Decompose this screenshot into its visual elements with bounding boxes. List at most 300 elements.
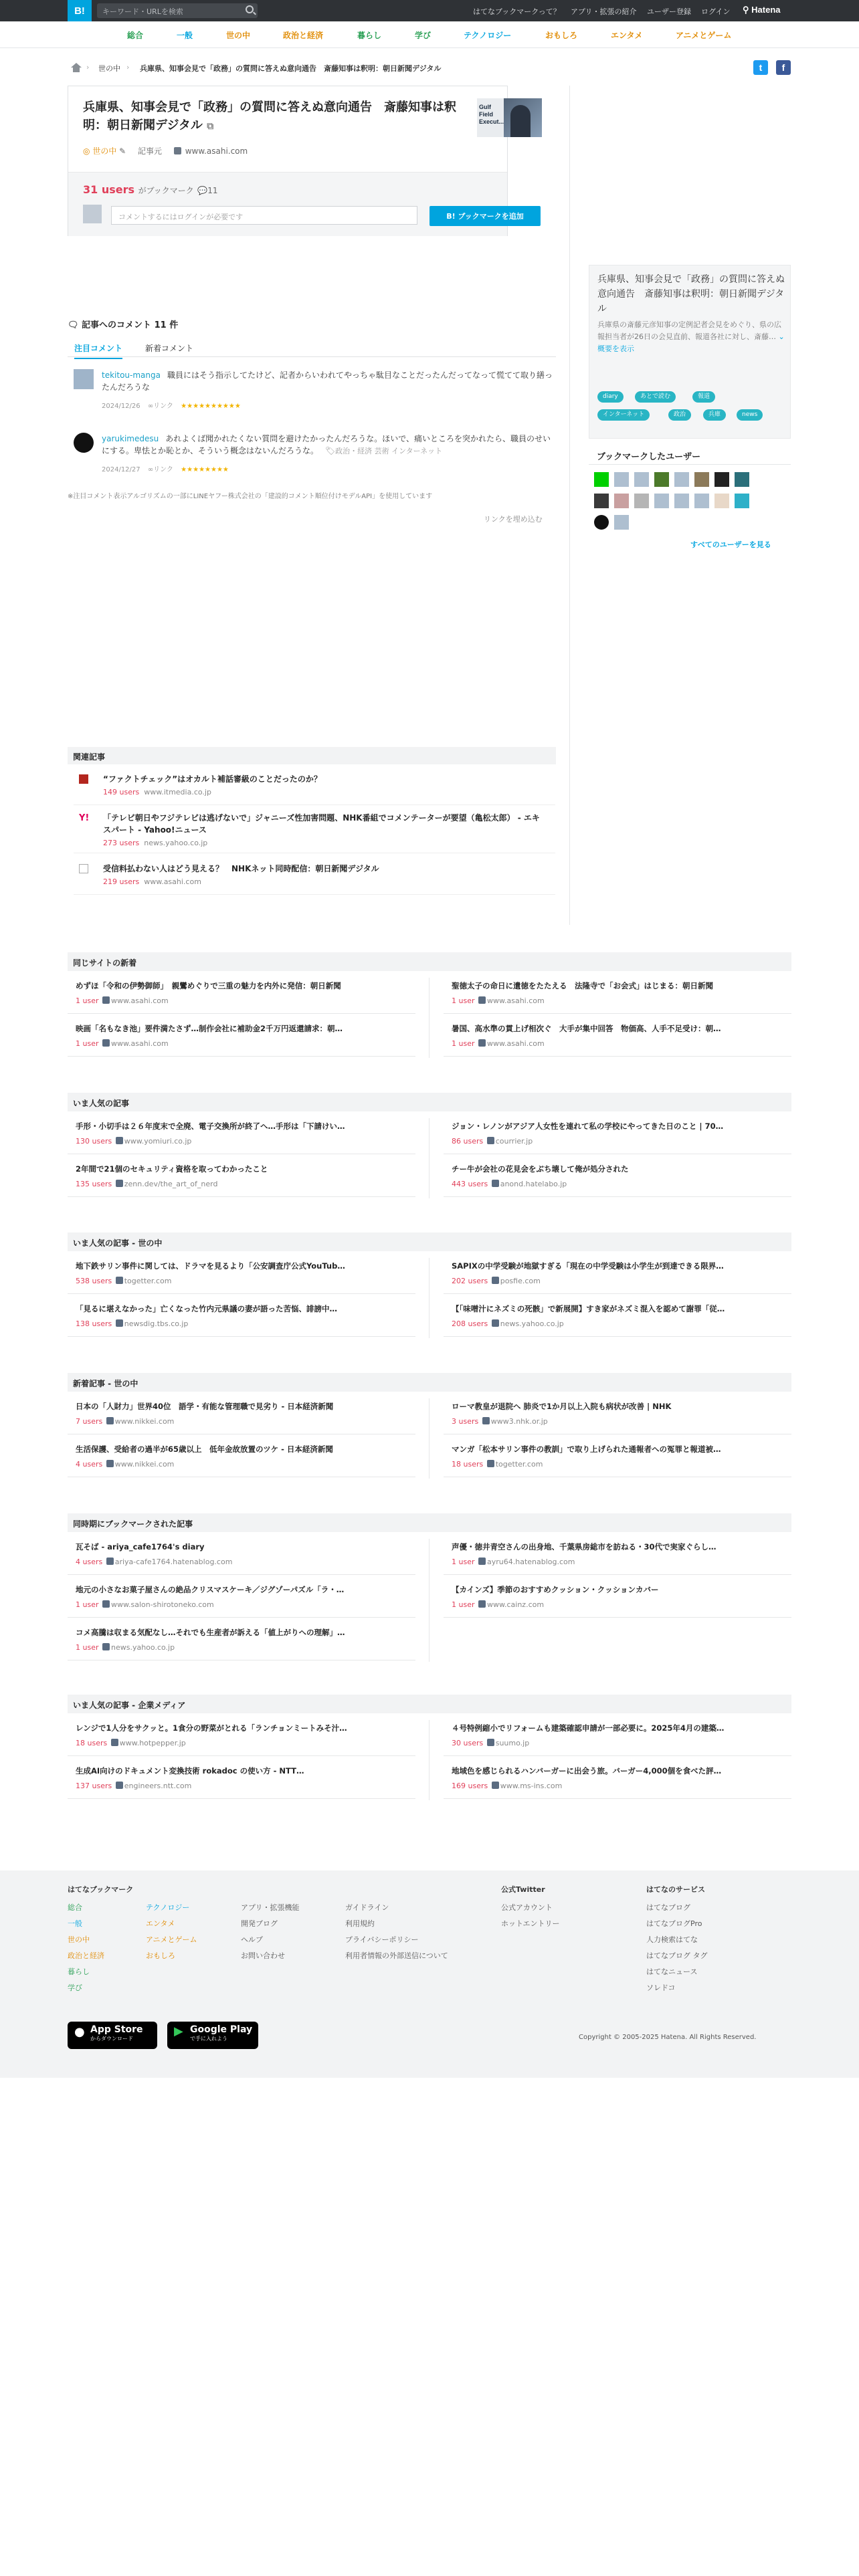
search-icon[interactable] bbox=[246, 5, 254, 13]
comment-tags[interactable]: 政治・経済 芸術 インターネット bbox=[335, 447, 443, 455]
chevron-down-icon: ⌄ bbox=[778, 332, 785, 341]
article-item bbox=[444, 1158, 791, 1197]
article-meta bbox=[76, 1739, 186, 1747]
entry-thumbnail[interactable] bbox=[477, 98, 542, 137]
article-meta bbox=[452, 1417, 548, 1426]
comment-body bbox=[102, 433, 557, 457]
about-link[interactable]: はてなブックマークって？ bbox=[473, 7, 561, 16]
article-users[interactable]: 4 users bbox=[76, 1460, 103, 1469]
article-item bbox=[68, 1018, 415, 1057]
column-divider bbox=[429, 1258, 430, 1338]
entry-domain[interactable]: www.asahi.com bbox=[185, 146, 248, 156]
article-title[interactable]: SAPIXの中学受験が地獄すぎる「現在の中学受験は小学生が到達できる限界… bbox=[452, 1261, 724, 1271]
article-item bbox=[444, 975, 791, 1014]
comment-meta bbox=[102, 400, 241, 410]
article-users[interactable]: 30 users bbox=[452, 1739, 484, 1747]
tag-link[interactable]: 政治 bbox=[668, 409, 691, 421]
article-domain[interactable]: suumo.jp bbox=[495, 1739, 530, 1747]
star-icon[interactable]: ★★★★★★★★ bbox=[181, 466, 229, 473]
article-users[interactable]: 1 user bbox=[452, 996, 475, 1005]
article-title[interactable]: ４号特例縮小でリフォームも建築確認申請が一部必要に。2025年4月の建築… bbox=[452, 1723, 725, 1733]
column-divider bbox=[569, 86, 570, 925]
article-title[interactable]: 生成AI向けのドキュメント変換技術 rokadoc の使い方 - NTT… bbox=[76, 1766, 304, 1776]
site-favicon-icon bbox=[492, 1319, 499, 1327]
article-item bbox=[68, 975, 415, 1014]
category-it[interactable]: テクノロジー bbox=[464, 31, 512, 40]
hatena-drop-icon: ⚲ bbox=[743, 5, 752, 15]
article-title[interactable]: 地元の小さなお菓子屋さんの絶品クリスマスケーキ／ジグゾーパズル「ラ・… bbox=[76, 1585, 345, 1594]
column-divider bbox=[429, 1118, 430, 1198]
add-bookmark-button[interactable]: B! ブックマークを追加 bbox=[430, 206, 541, 226]
article-users[interactable]: 135 users bbox=[76, 1180, 112, 1188]
article-meta bbox=[76, 1137, 191, 1146]
article-users[interactable]: 3 users bbox=[452, 1417, 479, 1426]
itmedia-favicon-icon bbox=[79, 774, 88, 784]
site-favicon-icon bbox=[487, 1739, 494, 1746]
entry-source-label[interactable]: 記事元 bbox=[138, 146, 163, 156]
comments-heading bbox=[68, 318, 178, 330]
article-users[interactable]: 1 user bbox=[76, 1039, 99, 1048]
tag-link[interactable]: 兵庫 bbox=[703, 409, 726, 421]
article-domain[interactable]: ayru64.hatenablog.com bbox=[487, 1558, 575, 1566]
footer-link[interactable]: ホットエントリー bbox=[501, 1919, 560, 1928]
footer-link[interactable]: はてなブログ bbox=[646, 1903, 690, 1912]
article-title[interactable]: めずほ「令和の伊勢御師」 親鸞めぐりで三重の魅力を内外に発信：朝日新聞 bbox=[76, 981, 341, 990]
avatar[interactable] bbox=[674, 472, 689, 487]
entry-actions bbox=[68, 172, 524, 236]
avatar[interactable] bbox=[594, 515, 609, 530]
footer-link[interactable]: 開発ブログ bbox=[241, 1919, 278, 1928]
category-fun[interactable]: おもしろ bbox=[545, 31, 578, 40]
comment-user[interactable]: yarukimedesu bbox=[102, 434, 159, 443]
article-users[interactable]: 18 users bbox=[452, 1460, 484, 1469]
footer-link[interactable]: 学び bbox=[68, 1983, 82, 1992]
footer-heading: はてなのサービス bbox=[646, 1885, 705, 1894]
entry-summary bbox=[589, 265, 791, 439]
footer-heading: はてなブックマーク bbox=[68, 1885, 134, 1894]
article-title[interactable]: 地下鉄サリン事件に関しては、ドラマを見るより「公安調査庁公式YouTub… bbox=[76, 1261, 345, 1271]
article-users[interactable]: 202 users bbox=[452, 1277, 488, 1285]
category-game[interactable]: アニメとゲーム bbox=[676, 31, 732, 40]
category-entertainment[interactable]: エンタメ bbox=[611, 31, 643, 40]
column-divider bbox=[429, 978, 430, 1058]
footer-link[interactable]: アニメとゲーム bbox=[146, 1935, 197, 1944]
avatar[interactable] bbox=[594, 494, 609, 508]
article-users[interactable]: 138 users bbox=[76, 1319, 112, 1328]
play-icon: ▶ bbox=[174, 2024, 183, 2038]
article-item bbox=[68, 1536, 415, 1575]
footer-link[interactable]: お問い合わせ bbox=[241, 1951, 285, 1960]
bookmark-count[interactable] bbox=[83, 183, 218, 196]
comment-link[interactable]: リンク bbox=[153, 403, 173, 410]
article-users[interactable]: 7 users bbox=[76, 1417, 103, 1426]
avatar[interactable] bbox=[694, 472, 709, 487]
article-domain[interactable]: www.cainz.com bbox=[487, 1600, 545, 1609]
google-play-label: Google Play bbox=[190, 2024, 253, 2035]
category-all[interactable]: 総合 bbox=[127, 31, 144, 40]
app-store-button[interactable] bbox=[68, 2022, 157, 2049]
register-link[interactable]: ユーザー登録 bbox=[647, 7, 691, 16]
article-users[interactable]: 208 users bbox=[452, 1319, 488, 1328]
edit-icon[interactable]: ✎ bbox=[119, 146, 126, 156]
top-bar bbox=[0, 0, 859, 21]
search-placeholder: キーワード・URLを検索 bbox=[102, 7, 183, 16]
footer-link[interactable]: プライバシーポリシー bbox=[345, 1935, 419, 1944]
article-users[interactable]: 443 users bbox=[452, 1180, 488, 1188]
summary-desc-text: 兵庫県の斎藤元彦知事の定例記者会見をめぐり、県の広報担当者が26日の会見直前、報道各社に対し、斎藤… bbox=[597, 320, 781, 341]
footer-link[interactable]: 総合 bbox=[68, 1903, 82, 1912]
twitter-share-icon[interactable]: t bbox=[753, 60, 768, 75]
article-title[interactable]: 【カインズ】季節のおすすめクッション・クッションカバー bbox=[452, 1585, 659, 1594]
article-users[interactable]: 1 user bbox=[76, 1643, 99, 1652]
article-title[interactable]: 「見るに堪えなかった」亡くなった竹内元県議の妻が語った苦悩、誹謗中… bbox=[76, 1304, 337, 1313]
article-domain[interactable]: www.asahi.com bbox=[111, 1039, 169, 1048]
related-title[interactable]: 「テレビ朝日やフジテレビは逃げないで」ジャニーズ性加害問題、NHK番組でコメンテーターが要望（亀松太郎） - エキスパート - Yahoo!ニュース bbox=[103, 813, 540, 835]
article-title[interactable]: 2年間で21個のセキュリティ資格を取ってわかったこと bbox=[76, 1164, 268, 1174]
article-users[interactable]: 137 users bbox=[76, 1782, 112, 1790]
article-title[interactable]: ローマ教皇が退院へ 肺炎で1か月以上入院も病状が改善 | NHK bbox=[452, 1402, 672, 1411]
article-item bbox=[444, 1115, 791, 1154]
search-input[interactable] bbox=[97, 3, 258, 18]
comment-icon: 💬 bbox=[197, 186, 208, 195]
related-domain[interactable]: www.itmedia.co.jp bbox=[144, 788, 211, 796]
category-knowledge[interactable]: 学び bbox=[415, 31, 432, 40]
article-users[interactable]: 4 users bbox=[76, 1558, 103, 1566]
app-store-sub: からダウンロード bbox=[90, 2036, 133, 2042]
avatar[interactable] bbox=[735, 494, 749, 508]
article-meta bbox=[76, 1558, 232, 1566]
all-users-link[interactable]: すべてのユーザーを見る bbox=[690, 540, 771, 549]
article-domain[interactable]: www.asahi.com bbox=[487, 1039, 545, 1048]
avatar[interactable] bbox=[735, 472, 749, 487]
article-item bbox=[444, 1396, 791, 1434]
footer-link[interactable]: 利用者情報の外部送信について bbox=[345, 1951, 448, 1960]
footer-link[interactable]: アプリ・拡張機能 bbox=[241, 1903, 300, 1912]
section-heading: 同じサイトの新着 bbox=[68, 952, 791, 971]
article-meta bbox=[452, 1319, 564, 1328]
avatar[interactable] bbox=[714, 472, 729, 487]
article-title[interactable]: ジョン・レノンがアジア人女性を連れて私の学校にやってきた日のこと | 70… bbox=[452, 1121, 724, 1131]
column-divider bbox=[429, 1398, 430, 1479]
comment-link[interactable]: リンク bbox=[153, 466, 173, 473]
avatar[interactable] bbox=[654, 494, 669, 508]
footer-link[interactable]: エンタメ bbox=[146, 1919, 175, 1928]
article-domain[interactable]: www.yomiuri.co.jp bbox=[124, 1137, 192, 1146]
related-title[interactable]: 受信料払わない人はどう見える？ NHKネット同時配信：朝日新聞デジタル bbox=[103, 864, 379, 873]
avatar[interactable] bbox=[634, 472, 649, 487]
facebook-share-icon[interactable]: f bbox=[776, 60, 791, 75]
article-users[interactable]: 538 users bbox=[76, 1277, 112, 1285]
article-domain[interactable]: www.asahi.com bbox=[111, 996, 169, 1005]
article-title[interactable]: 聖徳太子の命日に遺徳をたたえる 法隆寺で「お会式」はじまる：朝日新聞 bbox=[452, 981, 713, 990]
avatar[interactable] bbox=[694, 494, 709, 508]
article-item bbox=[444, 1536, 791, 1575]
summary-desc bbox=[597, 319, 786, 355]
comment-date[interactable]: 2024/12/26 bbox=[102, 403, 140, 410]
article-meta bbox=[76, 1600, 214, 1609]
site-favicon-icon bbox=[111, 1739, 118, 1746]
thumbnail-caption: Gulf Field Execut... bbox=[477, 98, 504, 137]
category-nav bbox=[0, 21, 859, 48]
comment-item bbox=[74, 369, 555, 416]
site-favicon-icon bbox=[106, 1417, 114, 1424]
article-meta bbox=[452, 1137, 533, 1146]
footer-link[interactable]: 暮らし bbox=[68, 1967, 90, 1976]
comment-text: 職員にはそう指示してたけど、記者からいわれてやっちゃ駄目なことだったんだってなって慌てて取り繕ったんだろうな bbox=[102, 370, 553, 392]
article-domain[interactable]: togetter.com bbox=[495, 1460, 543, 1469]
article-users[interactable]: 18 users bbox=[76, 1739, 108, 1747]
document-icon bbox=[79, 864, 88, 873]
article-meta bbox=[76, 1417, 174, 1426]
link-icon[interactable]: ∞ bbox=[147, 403, 154, 410]
comments-icon: 🗨 bbox=[68, 320, 79, 330]
related-item bbox=[74, 863, 555, 895]
article-domain[interactable]: ariya-cafe1764.hatenablog.com bbox=[114, 1558, 233, 1566]
article-domain[interactable]: engineers.ntt.com bbox=[124, 1782, 192, 1790]
related-item bbox=[74, 812, 555, 853]
article-users[interactable]: 1 user bbox=[452, 1600, 475, 1609]
hatena-brand[interactable] bbox=[743, 5, 781, 15]
star-icon[interactable]: ★★★★★★★★★★ bbox=[181, 403, 241, 410]
article-title[interactable]: コメ高騰は収まる気配なし…それでも生産者が訴える「値上がりへの理解」… bbox=[76, 1628, 345, 1637]
tag-icon: 🏷 bbox=[324, 446, 336, 455]
comment-user[interactable]: tekitou-manga bbox=[102, 370, 161, 380]
related-meta bbox=[103, 877, 201, 886]
avatar[interactable] bbox=[634, 494, 649, 508]
avatar[interactable] bbox=[594, 472, 609, 487]
article-meta bbox=[452, 1558, 575, 1566]
article-title[interactable]: 瓦そば - ariya_cafe1764's diary bbox=[76, 1542, 205, 1551]
column-divider bbox=[429, 1720, 430, 1800]
site-favicon-icon bbox=[492, 1180, 499, 1187]
article-domain[interactable]: news.yahoo.co.jp bbox=[500, 1319, 564, 1328]
article-item bbox=[68, 1298, 415, 1337]
hatena-brand-text: Hatena bbox=[751, 5, 781, 15]
article-users[interactable]: 1 user bbox=[452, 1558, 475, 1566]
article-title[interactable]: マンガ「松本サリン事件の教訓」で取り上げられた通報者への冤罪と報道被… bbox=[452, 1444, 721, 1454]
article-title[interactable]: 地域色を感じられるハンバーガーに出会う旅。バーガー4,000個を食べた評… bbox=[452, 1766, 722, 1776]
entry-title[interactable] bbox=[83, 98, 458, 136]
article-domain[interactable]: www.nikkei.com bbox=[114, 1417, 175, 1426]
footer-link[interactable]: 利用規約 bbox=[345, 1919, 375, 1928]
entry-meta bbox=[83, 145, 248, 156]
avatar[interactable] bbox=[654, 472, 669, 487]
article-item bbox=[68, 1158, 415, 1197]
footer-link[interactable]: ガイドライン bbox=[345, 1903, 389, 1912]
article-meta bbox=[452, 1739, 529, 1747]
footer-link[interactable]: ソレドコ bbox=[646, 1983, 676, 1992]
related-users[interactable]: 149 users bbox=[103, 788, 140, 796]
article-meta bbox=[452, 1277, 541, 1285]
article-domain[interactable]: zenn.dev/the_art_of_nerd bbox=[124, 1180, 218, 1188]
breadcrumb-category[interactable]: 世の中 bbox=[98, 64, 120, 73]
footer-link[interactable]: 人力検索はてな bbox=[646, 1935, 698, 1944]
site-favicon-icon bbox=[478, 1558, 486, 1565]
article-title[interactable]: 日本の「人財力」世界40位 語学・有能な管理職で見劣り - 日本経済新聞 bbox=[76, 1402, 334, 1411]
article-domain[interactable]: newsdig.tbs.co.jp bbox=[124, 1319, 189, 1328]
article-item bbox=[444, 1298, 791, 1337]
footer-link[interactable]: 一般 bbox=[68, 1919, 82, 1928]
tag-link[interactable]: あとで読む bbox=[635, 391, 676, 403]
category-economics[interactable]: 政治と経済 bbox=[283, 31, 324, 40]
breadcrumb-separator-icon: › bbox=[126, 63, 130, 72]
comment-body bbox=[102, 369, 557, 393]
section-heading: 新着記事 - 世の中 bbox=[68, 1373, 791, 1392]
avatar[interactable] bbox=[614, 494, 629, 508]
comment-input[interactable]: コメントするにはログインが必要です bbox=[111, 206, 417, 225]
tab-popular-comments[interactable]: 注目コメント bbox=[74, 342, 122, 359]
article-title[interactable]: 映画「名もなき池」要件満たさず…制作会社に補助金2千万円返還請求：朝… bbox=[76, 1024, 343, 1033]
bookmark-count-number: 31 users bbox=[83, 183, 135, 196]
article-item bbox=[68, 1255, 415, 1294]
category-social[interactable]: 世の中 bbox=[226, 31, 251, 40]
section-heading: いま人気の記事 - 企業メディア bbox=[68, 1695, 791, 1713]
article-meta bbox=[76, 1460, 174, 1469]
apps-link[interactable]: アプリ・拡張の紹介 bbox=[571, 7, 637, 16]
comments-heading-text: 記事へのコメント 11 件 bbox=[82, 320, 179, 330]
google-play-sub: で手に入れよう bbox=[190, 2036, 227, 2042]
article-domain[interactable]: posfie.com bbox=[500, 1277, 541, 1285]
tag-link[interactable]: news bbox=[737, 409, 763, 421]
footer-link[interactable]: はてなブログ タグ bbox=[646, 1951, 708, 1960]
comment-meta bbox=[102, 463, 229, 473]
footer-link[interactable]: はてなニュース bbox=[646, 1967, 698, 1976]
tab-new-comments[interactable]: 新着コメント bbox=[145, 344, 194, 353]
login-link[interactable]: ログイン bbox=[701, 7, 731, 16]
article-users[interactable]: 1 user bbox=[452, 1039, 475, 1048]
comment-tabs bbox=[68, 340, 556, 357]
article-title[interactable]: レンジで1人分をサクッと。1食分の野菜がとれる「ランチョンミートみそ汁… bbox=[76, 1723, 347, 1733]
avatar[interactable] bbox=[674, 494, 689, 508]
article-title[interactable]: 【「味噌汁にネズミの死骸」で新展開】すき家がネズミ混入を認めて謝罪「従… bbox=[452, 1304, 725, 1313]
avatar[interactable] bbox=[74, 433, 94, 453]
related-domain[interactable]: news.yahoo.co.jp bbox=[144, 839, 208, 847]
site-favicon-icon bbox=[116, 1782, 123, 1789]
article-domain[interactable]: www.nikkei.com bbox=[114, 1460, 175, 1469]
article-meta bbox=[76, 1643, 175, 1652]
footer-link[interactable]: おもしろ bbox=[146, 1951, 175, 1960]
related-users[interactable]: 273 users bbox=[103, 839, 140, 847]
bookmark-users-heading: ブックマークしたユーザー bbox=[589, 445, 791, 465]
related-item bbox=[74, 773, 555, 805]
article-meta bbox=[76, 996, 169, 1005]
article-meta bbox=[452, 1180, 567, 1188]
site-favicon-icon bbox=[487, 1137, 494, 1144]
tag-link[interactable]: diary bbox=[597, 391, 624, 403]
section-heading: いま人気の記事 bbox=[68, 1093, 791, 1111]
article-meta bbox=[76, 1319, 188, 1328]
article-users[interactable]: 130 users bbox=[76, 1137, 112, 1146]
related-users[interactable]: 219 users bbox=[103, 877, 140, 886]
article-domain[interactable]: www.salon-shirotoneko.com bbox=[111, 1600, 214, 1609]
article-domain[interactable]: www3.nhk.or.jp bbox=[490, 1417, 548, 1426]
article-title[interactable]: 暑国、高水準の貫上げ相次ぐ 大手が集中回答 物価高、人手不足受け：朝… bbox=[452, 1024, 721, 1033]
category-icon: ◎ bbox=[83, 146, 90, 156]
article-meta bbox=[452, 1460, 543, 1469]
article-users[interactable]: 86 users bbox=[452, 1137, 484, 1146]
article-title[interactable]: チー牛が会社の花見会をぶち壊して俺が処分された bbox=[452, 1164, 629, 1174]
comment-count: 11 bbox=[207, 186, 218, 195]
article-domain[interactable]: anond.hatelabo.jp bbox=[500, 1180, 567, 1188]
site-favicon-icon bbox=[492, 1277, 499, 1284]
site-favicon-icon bbox=[492, 1782, 499, 1789]
entry-title-text: 兵庫県、知事会見で「政務」の質問に答えぬ意向通告 斎藤知事は釈明：朝日新聞デジタル bbox=[83, 100, 456, 132]
related-title[interactable]: “ファクトチェック”はオカルト補話審級のことだったのか？ bbox=[103, 774, 322, 784]
site-favicon-icon bbox=[106, 1558, 114, 1565]
site-favicon-icon bbox=[106, 1460, 114, 1467]
article-users[interactable]: 1 user bbox=[76, 996, 99, 1005]
column-divider bbox=[429, 1539, 430, 1662]
link-icon[interactable]: ∞ bbox=[147, 466, 154, 473]
comment-date[interactable]: 2024/12/27 bbox=[102, 466, 140, 473]
hatena-bookmark-logo[interactable]: B! bbox=[68, 0, 92, 21]
tag-link[interactable]: インターネット bbox=[597, 409, 650, 421]
yahoo-favicon-icon: Y! bbox=[79, 813, 90, 823]
site-favicon-icon bbox=[487, 1460, 494, 1467]
tag-link[interactable]: 報道 bbox=[692, 391, 715, 403]
entry-category[interactable]: 世の中 bbox=[92, 146, 117, 156]
category-life[interactable]: 暮らし bbox=[357, 31, 382, 40]
article-title[interactable]: 声優・徳井青空さんの出身地、千葉県房総市を訪ねる・30代で実家ぐらし… bbox=[452, 1542, 717, 1551]
article-item bbox=[444, 1438, 791, 1477]
footer-link[interactable]: ヘルプ bbox=[241, 1935, 263, 1944]
article-meta bbox=[452, 996, 545, 1005]
avatar[interactable] bbox=[614, 515, 629, 530]
avatar[interactable] bbox=[74, 369, 94, 389]
apple-icon: ● bbox=[74, 2025, 85, 2039]
article-item bbox=[444, 1579, 791, 1618]
footer-link[interactable]: 公式アカウント bbox=[501, 1903, 553, 1912]
article-domain[interactable]: togetter.com bbox=[124, 1277, 172, 1285]
related-meta bbox=[103, 788, 211, 796]
article-domain[interactable]: news.yahoo.co.jp bbox=[111, 1643, 175, 1652]
article-title[interactable]: 手形・小切手は２６年度末で全廃、電子交換所が終了へ…手形は「下請けい… bbox=[76, 1121, 345, 1131]
article-domain[interactable]: www.hotpepper.jp bbox=[119, 1739, 186, 1747]
site-favicon-icon bbox=[102, 1039, 110, 1047]
external-link-icon[interactable]: ⧉ bbox=[207, 121, 214, 132]
home-icon[interactable] bbox=[70, 62, 82, 73]
article-domain[interactable]: www.asahi.com bbox=[487, 996, 545, 1005]
google-play-button[interactable] bbox=[167, 2022, 258, 2049]
footer-link[interactable]: テクノロジー bbox=[146, 1903, 190, 1912]
article-meta bbox=[76, 1277, 171, 1285]
related-domain[interactable]: www.asahi.com bbox=[144, 877, 201, 886]
footer-link[interactable]: はてなブログPro bbox=[646, 1919, 702, 1928]
article-item bbox=[444, 1717, 791, 1756]
article-item bbox=[68, 1717, 415, 1756]
footer-link[interactable]: 世の中 bbox=[68, 1935, 90, 1944]
article-users[interactable]: 169 users bbox=[452, 1782, 488, 1790]
article-item bbox=[68, 1115, 415, 1154]
article-users[interactable]: 1 user bbox=[76, 1600, 99, 1609]
embed-link[interactable]: リンクを埋め込む bbox=[484, 515, 543, 524]
site-favicon-icon bbox=[116, 1319, 123, 1327]
show-summary-label: 概要を表示 bbox=[597, 344, 634, 353]
site-favicon-icon bbox=[478, 1600, 486, 1608]
avatar[interactable] bbox=[714, 494, 729, 508]
article-title[interactable]: 生活保護、受給者の過半が65歳以上 低年金故放置のツケ - 日本経済新聞 bbox=[76, 1444, 333, 1454]
article-meta bbox=[452, 1600, 544, 1609]
category-general[interactable]: 一般 bbox=[177, 31, 193, 40]
footer-link[interactable]: 政治と経済 bbox=[68, 1951, 104, 1960]
article-domain[interactable]: courrier.jp bbox=[495, 1137, 533, 1146]
app-store-label: App Store bbox=[90, 2024, 143, 2035]
avatar[interactable] bbox=[614, 472, 629, 487]
comment-text: あれよくば聞かれたくない質問を避けたかったんだろうな。ほいで、痛いところを突かれたら、職員のせいにする。卑怯とか恥とか、そういう概念はないんだろうな。 bbox=[102, 434, 551, 455]
breadcrumb bbox=[68, 60, 791, 78]
article-item bbox=[68, 1438, 415, 1477]
article-domain[interactable]: www.ms-ins.com bbox=[500, 1782, 563, 1790]
